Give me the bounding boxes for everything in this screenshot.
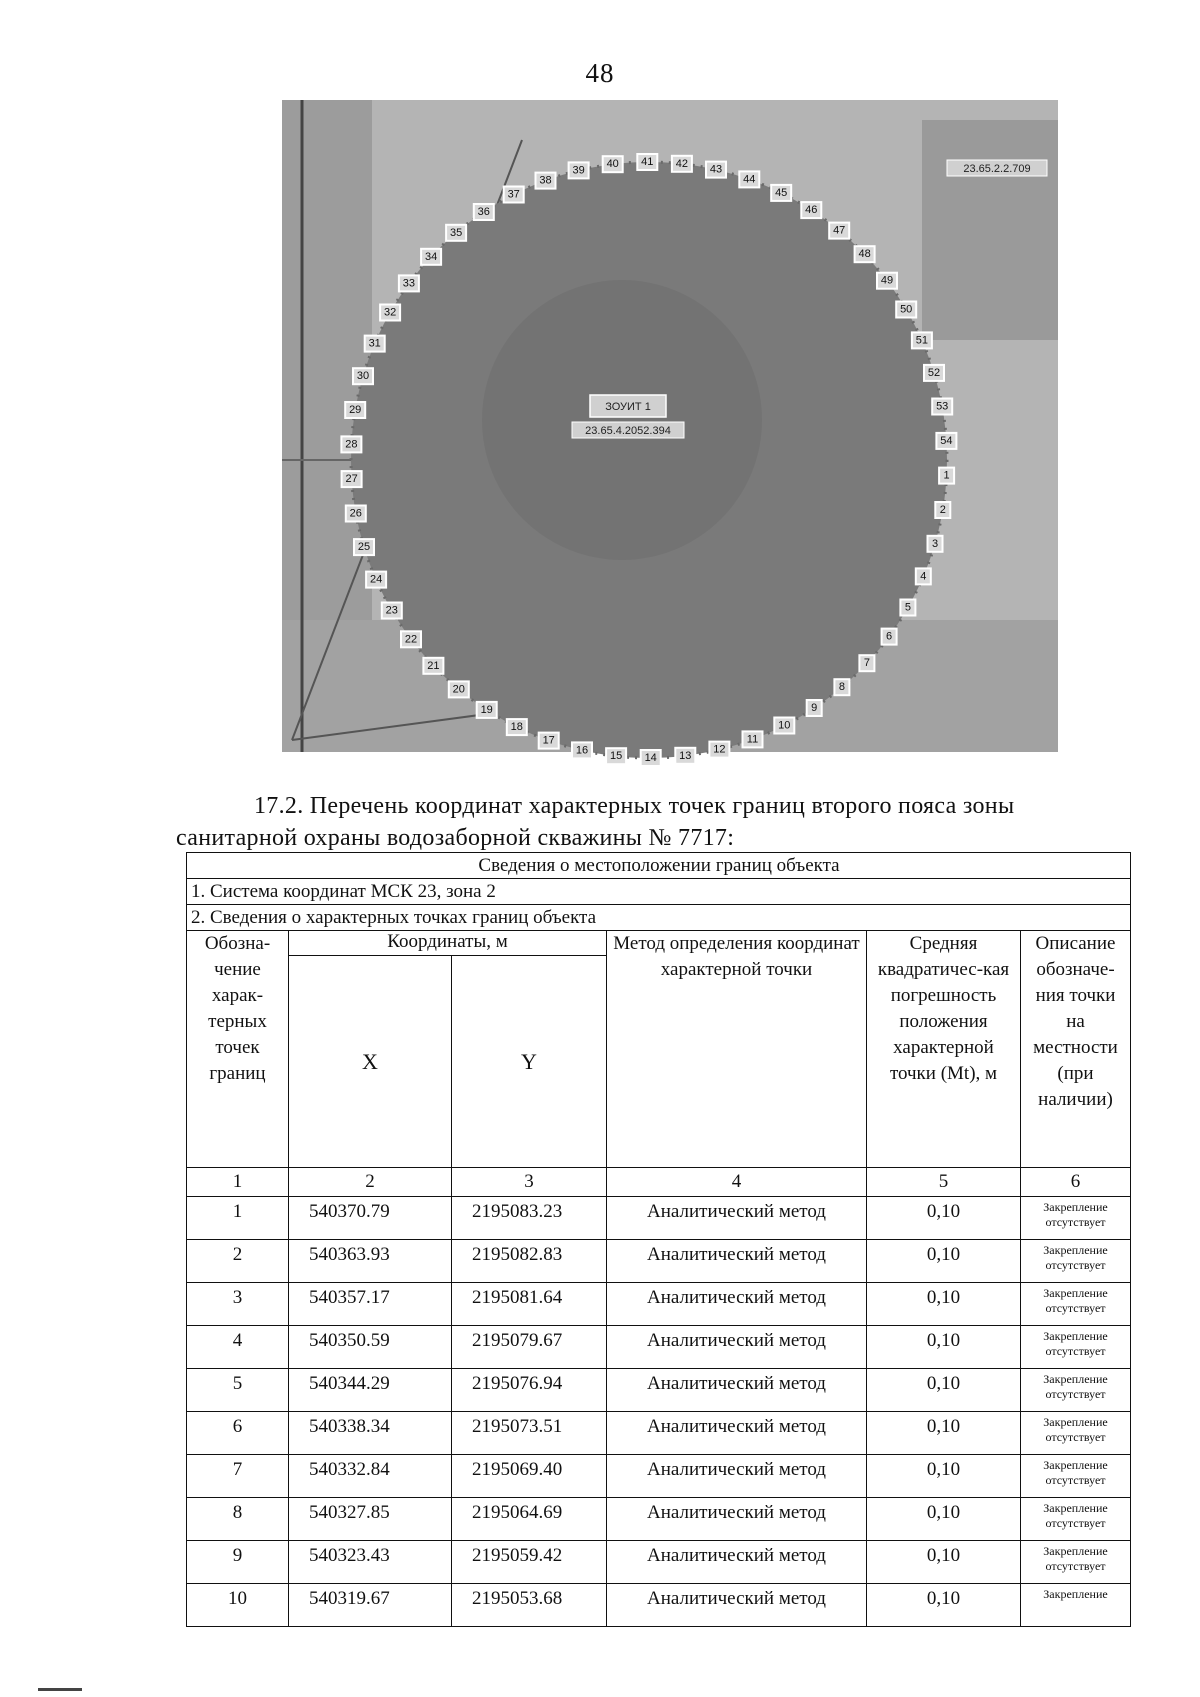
boundary-point-48 [855, 246, 875, 262]
point-description: Закрепление отсутствует [1021, 1369, 1131, 1412]
point-number: 1 [187, 1197, 289, 1240]
boundary-point-34 [421, 249, 441, 265]
boundary-point-label: 22 [404, 633, 418, 646]
header-error: Средняя квадратичес-кая погрешность положения характерной точки (Mt), м [867, 931, 1021, 1168]
boundary-point-label: 28 [345, 438, 358, 451]
boundary-point-label: 21 [427, 659, 440, 672]
boundary-point-label: 25 [357, 541, 371, 554]
object-label: ЗОУИТ 1 [605, 401, 651, 413]
boundary-point-41 [637, 154, 657, 170]
boundary-point-label: 27 [345, 473, 358, 486]
method: Аналитический метод [607, 1584, 867, 1627]
boundary-point-label: 38 [539, 174, 552, 187]
table-row [187, 1197, 1131, 1240]
coord-y: 2195069.40 [452, 1455, 607, 1498]
point-number: 9 [187, 1541, 289, 1584]
boundary-point-15 [606, 748, 626, 764]
table-row [187, 1326, 1131, 1369]
point-number: 7 [187, 1455, 289, 1498]
column-numbers-row [187, 1168, 1131, 1197]
boundary-point-24 [366, 572, 386, 588]
boundary-point-label: 5 [904, 601, 911, 614]
boundary-point-29 [345, 402, 365, 418]
point-number: 8 [187, 1498, 289, 1541]
boundary-point-label: 45 [775, 186, 788, 199]
boundary-point-50 [896, 302, 916, 318]
header-x: X [289, 956, 452, 1168]
boundary-point-51 [912, 332, 932, 348]
coord-y: 2195079.67 [452, 1326, 607, 1369]
header-coords: Координаты, м [289, 931, 607, 956]
boundary-point-label: 42 [675, 157, 689, 170]
boundary-point-label: 46 [805, 204, 818, 217]
point-description: Закрепление отсутствует [1021, 1326, 1131, 1369]
boundary-point-label: 19 [480, 703, 493, 716]
boundary-point-12 [709, 742, 729, 758]
boundary-point-label: 8 [838, 681, 845, 694]
boundary-point-4 [916, 568, 931, 584]
boundary-point-30 [353, 368, 373, 384]
boundary-point-label: 26 [349, 507, 362, 520]
column-number: 1 [187, 1168, 289, 1197]
point-description: Закрепление отсутствует [1021, 1240, 1131, 1283]
boundary-point-49 [877, 273, 897, 289]
page-number: 48 [585, 58, 615, 88]
coord-y: 2195073.51 [452, 1412, 607, 1455]
boundary-point-label: 2 [939, 504, 946, 516]
point-number: 6 [187, 1412, 289, 1455]
column-number: 4 [607, 1168, 867, 1197]
boundary-point-label: 35 [449, 226, 463, 239]
boundary-point-label: 50 [900, 303, 913, 316]
boundary-point-45 [771, 185, 791, 201]
error-mt: 0,10 [867, 1369, 1021, 1412]
error-mt: 0,10 [867, 1584, 1021, 1627]
boundary-point-2 [935, 502, 950, 518]
coord-x: 540357.17 [289, 1283, 452, 1326]
boundary-point-39 [569, 162, 589, 178]
coordinates-table [186, 852, 1131, 1627]
boundary-point-32 [380, 305, 400, 321]
boundary-point-label: 10 [778, 719, 791, 732]
method: Аналитический метод [607, 1369, 867, 1412]
point-number: 4 [187, 1326, 289, 1369]
boundary-point-label: 24 [369, 573, 383, 586]
boundary-point-52 [924, 365, 944, 381]
boundary-point-10 [774, 718, 794, 734]
point-number: 5 [187, 1369, 289, 1412]
boundary-point-label: 54 [940, 434, 953, 447]
boundary-point-label: 39 [572, 164, 585, 177]
point-description: Закрепление отсутствует [1021, 1197, 1131, 1240]
boundary-point-label: 12 [713, 743, 726, 756]
boundary-point-17 [539, 733, 559, 749]
boundary-point-label: 16 [575, 744, 589, 757]
boundary-point-label: 48 [858, 248, 871, 261]
method: Аналитический метод [607, 1498, 867, 1541]
boundary-point-54 [936, 433, 956, 449]
boundary-point-14 [641, 750, 661, 766]
boundary-point-label: 36 [477, 206, 490, 218]
boundary-point-43 [706, 162, 726, 178]
error-mt: 0,10 [867, 1455, 1021, 1498]
boundary-point-label: 52 [927, 366, 941, 379]
corner-label: 23.65.2.2.709 [963, 163, 1031, 175]
coord-x: 540363.93 [289, 1240, 452, 1283]
header-method: Метод определения координат характерной точки [607, 931, 867, 1168]
boundary-point-1 [939, 468, 954, 484]
method: Аналитический метод [607, 1455, 867, 1498]
method: Аналитический метод [607, 1197, 867, 1240]
boundary-point-31 [365, 336, 385, 352]
boundary-point-38 [536, 173, 556, 189]
boundary-point-23 [382, 603, 402, 619]
table-title: Сведения о местоположении границ объекта [187, 853, 1131, 879]
table-row [187, 1541, 1131, 1584]
error-mt: 0,10 [867, 1197, 1021, 1240]
coord-y: 2195059.42 [452, 1541, 607, 1584]
boundary-point-16 [572, 742, 592, 758]
boundary-point-20 [449, 681, 469, 697]
heading-line-1: 17.2. Перечень координат характерных точек границ второго пояса зоны [254, 793, 1015, 819]
method: Аналитический метод [607, 1412, 867, 1455]
boundary-point-label: 44 [743, 173, 756, 186]
error-mt: 0,10 [867, 1283, 1021, 1326]
object-code: 23.65.4.2052.394 [585, 425, 671, 437]
coord-x: 540332.84 [289, 1455, 452, 1498]
error-mt: 0,10 [867, 1326, 1021, 1369]
boundary-point-47 [829, 223, 849, 239]
point-description: Закрепление [1021, 1584, 1131, 1627]
coordinate-system: 1. Система координат МСК 23, зона 2 [187, 879, 1131, 905]
coord-y: 2195081.64 [452, 1283, 607, 1326]
boundary-point-3 [928, 536, 943, 552]
section-heading [176, 790, 1146, 854]
boundary-point-18 [507, 719, 527, 735]
boundary-point-35 [446, 225, 466, 241]
point-description: Закрепление отсутствует [1021, 1283, 1131, 1326]
error-mt: 0,10 [867, 1412, 1021, 1455]
coord-x: 540350.59 [289, 1326, 452, 1369]
error-mt: 0,10 [867, 1541, 1021, 1584]
point-number: 2 [187, 1240, 289, 1283]
boundary-point-label: 7 [863, 657, 870, 670]
boundary-point-33 [399, 275, 419, 291]
boundary-point-label: 41 [641, 156, 654, 168]
method: Аналитический метод [607, 1283, 867, 1326]
boundary-point-label: 1 [943, 469, 950, 482]
coord-x: 540344.29 [289, 1369, 452, 1412]
coord-y: 2195083.23 [452, 1197, 607, 1240]
table-row [187, 1283, 1131, 1326]
method: Аналитический метод [607, 1326, 867, 1369]
boundary-point-label: 14 [644, 752, 657, 764]
header-y: Y [452, 956, 607, 1168]
coord-x: 540338.34 [289, 1412, 452, 1455]
boundary-point-40 [603, 156, 623, 172]
boundary-point-label: 51 [915, 334, 929, 347]
points-caption: 2. Сведения о характерных точках границ объекта [187, 905, 1131, 931]
error-mt: 0,10 [867, 1498, 1021, 1541]
boundary-point-5 [900, 600, 915, 616]
boundary-point-label: 37 [507, 188, 520, 201]
boundary-point-13 [675, 748, 695, 764]
boundary-point-19 [477, 702, 497, 718]
boundary-point-label: 43 [709, 163, 723, 176]
error-mt: 0,10 [867, 1240, 1021, 1283]
boundary-point-label: 17 [542, 734, 555, 747]
boundary-point-42 [672, 156, 692, 172]
point-description: Закрепление отсутствует [1021, 1412, 1131, 1455]
coord-y: 2195064.69 [452, 1498, 607, 1541]
boundary-point-label: 6 [886, 630, 893, 643]
boundary-point-label: 18 [510, 721, 523, 734]
boundary-point-label: 3 [931, 537, 939, 550]
boundary-point-36 [474, 204, 494, 220]
boundary-point-label: 20 [452, 683, 465, 696]
column-number: 3 [452, 1168, 607, 1197]
point-number: 10 [187, 1584, 289, 1627]
boundary-point-label: 4 [920, 570, 927, 583]
boundary-point-label: 11 [746, 733, 759, 746]
boundary-point-label: 53 [936, 400, 949, 413]
table-row [187, 1240, 1131, 1283]
boundary-point-46 [801, 202, 821, 218]
method: Аналитический метод [607, 1541, 867, 1584]
coord-y: 2195082.83 [452, 1240, 607, 1283]
coord-x: 540323.43 [289, 1541, 452, 1584]
boundary-point-label: 34 [424, 250, 438, 263]
boundary-point-label: 32 [383, 306, 397, 319]
table-row [187, 1584, 1131, 1627]
boundary-point-26 [346, 506, 366, 522]
boundary-point-label: 13 [679, 749, 692, 762]
map-canvas [282, 100, 1058, 764]
footer-rule [38, 1688, 82, 1691]
coord-x: 540370.79 [289, 1197, 452, 1240]
boundary-point-21 [423, 658, 443, 674]
column-number: 2 [289, 1168, 452, 1197]
column-number: 5 [867, 1168, 1021, 1197]
table-row [187, 1455, 1131, 1498]
point-description: Закрепление отсутствует [1021, 1455, 1131, 1498]
point-description: Закрепление отсутствует [1021, 1541, 1131, 1584]
boundary-point-28 [341, 436, 361, 452]
boundary-point-label: 31 [368, 337, 381, 350]
boundary-point-44 [739, 171, 759, 187]
boundary-point-label: 30 [356, 370, 370, 383]
boundary-point-7 [859, 655, 874, 671]
method: Аналитический метод [607, 1240, 867, 1283]
coord-y: 2195053.68 [452, 1584, 607, 1627]
table-row [187, 1498, 1131, 1541]
boundary-point-label: 33 [402, 277, 416, 290]
boundary-point-label: 47 [833, 224, 846, 237]
boundary-point-9 [807, 700, 822, 716]
heading-line-2: санитарной охраны водозаборной скважины № 7717: [176, 825, 735, 851]
boundary-map [282, 100, 1058, 764]
boundary-point-label: 9 [811, 702, 818, 714]
boundary-point-label: 29 [349, 404, 362, 416]
column-number: 6 [1021, 1168, 1131, 1197]
coord-y: 2195076.94 [452, 1369, 607, 1412]
table-row [187, 1369, 1131, 1412]
point-description: Закрепление отсутствует [1021, 1498, 1131, 1541]
point-number: 3 [187, 1283, 289, 1326]
boundary-point-25 [354, 539, 374, 555]
boundary-point-27 [342, 471, 362, 487]
table-row [187, 1412, 1131, 1455]
boundary-point-37 [504, 187, 524, 203]
coord-x: 540319.67 [289, 1584, 452, 1627]
boundary-point-11 [743, 731, 763, 747]
header-designation: Обозна-чение харак-терных точек границ [187, 931, 289, 1168]
boundary-point-label: 49 [880, 274, 894, 287]
boundary-point-label: 15 [609, 750, 623, 763]
boundary-point-8 [834, 679, 849, 695]
boundary-point-label: 40 [606, 158, 619, 171]
boundary-point-label: 23 [385, 604, 398, 617]
boundary-point-53 [932, 399, 952, 415]
header-description: Описание обозначе-ния точки на местности (при наличии) [1021, 931, 1131, 1168]
boundary-point-22 [401, 631, 421, 647]
boundary-point-6 [882, 629, 897, 645]
coord-x: 540327.85 [289, 1498, 452, 1541]
